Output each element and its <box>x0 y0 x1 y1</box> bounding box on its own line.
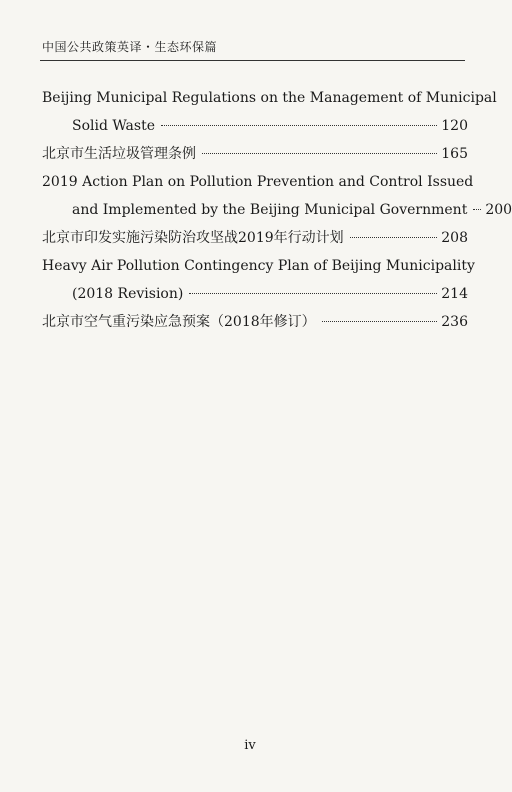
toc-entry-title-continued: Solid Waste <box>72 118 156 134</box>
toc-entry-6[interactable] <box>42 308 468 336</box>
toc-entry-page-number: 200 <box>485 202 512 218</box>
toc-entry-3-title-line[interactable] <box>42 168 474 196</box>
toc-entry-page-number: 214 <box>441 286 468 302</box>
page-number: iv <box>244 738 256 753</box>
toc-entry-title: 北京市生活垃圾管理条例 <box>42 146 196 162</box>
table-of-contents <box>42 84 512 336</box>
toc-entry-5-title-line[interactable] <box>42 252 475 280</box>
toc-entry-2[interactable] <box>42 140 468 168</box>
toc-entry-page-number: 120 <box>441 118 468 134</box>
header-rule <box>40 60 465 61</box>
dot-leader <box>161 125 437 126</box>
dot-leader <box>350 237 438 238</box>
toc-entry-1-page-line[interactable] <box>42 112 468 140</box>
toc-entry-page-number: 236 <box>441 314 468 330</box>
toc-entry-1-title-line[interactable] <box>42 84 497 112</box>
toc-entry-3-page-line[interactable] <box>42 196 512 224</box>
toc-entry-title-continued: and Implemented by the Beijing Municipal Government <box>72 202 468 218</box>
toc-entry-5-page-line[interactable] <box>42 280 468 308</box>
toc-entry-title-continued: (2018 Revision) <box>72 286 184 302</box>
toc-entry-page-number: 165 <box>441 146 468 162</box>
dot-leader <box>322 321 438 322</box>
running-head: 中国公共政策英译・生态环保篇 <box>42 40 218 54</box>
toc-entry-title: Beijing Municipal Regulations on the Management of Municipal <box>42 90 497 106</box>
dot-leader <box>189 293 437 294</box>
dot-leader <box>473 209 481 210</box>
toc-entry-title: 2019 Action Plan on Pollution Prevention and Control Issued <box>42 174 474 190</box>
toc-entry-page-number: 208 <box>441 230 468 246</box>
toc-entry-title: Heavy Air Pollution Contingency Plan of Beijing Municipality <box>42 258 475 274</box>
dot-leader <box>202 153 437 154</box>
toc-entry-4[interactable] <box>42 224 468 252</box>
toc-entry-title: 北京市印发实施污染防治攻坚战2019年行动计划 <box>42 230 344 246</box>
toc-entry-title: 北京市空气重污染应急预案（2018年修订） <box>42 314 316 330</box>
